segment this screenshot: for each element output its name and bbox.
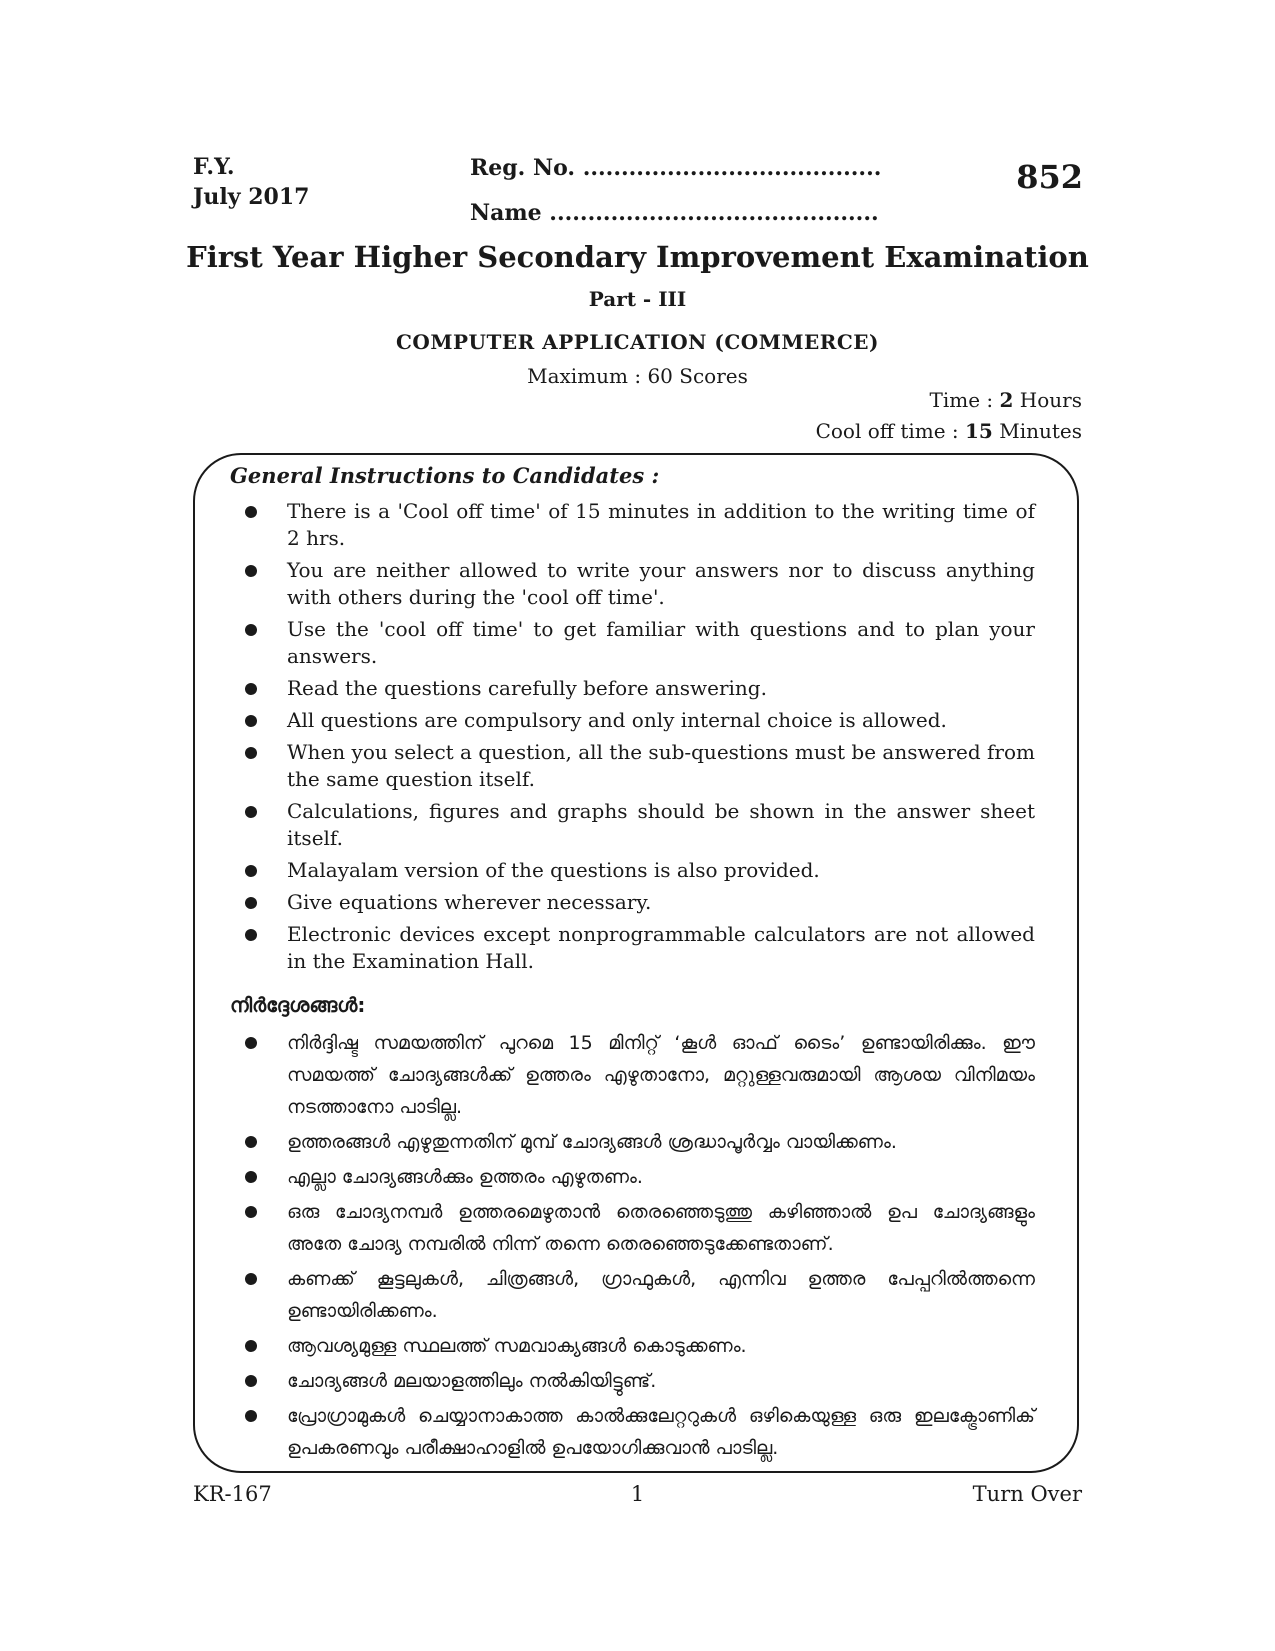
list-item: [245, 739, 1035, 793]
page-number: 1: [630, 1482, 645, 1506]
list-item: [245, 889, 1035, 916]
list-item: [245, 616, 1035, 670]
malayalam-text: എല്ലാ ചോദ്യങ്ങൾക്കും ഉത്തരം എഴുതണം.: [287, 1166, 643, 1188]
bullet-icon: [245, 865, 257, 877]
bullet-icon: [245, 565, 257, 577]
time-label: Time :: [929, 388, 1000, 412]
list-item: [245, 1400, 1035, 1464]
paper-code: 852: [1016, 158, 1083, 196]
instruction-text: There is a 'Cool off time' of 15 minutes in addition to the writing time of 2 hrs.: [287, 499, 1035, 550]
malayalam-text: ചോദ്യങ്ങൾ മലയാളത്തിലും നൽകിയിട്ടുണ്ട്.: [287, 1370, 657, 1392]
exam-part: Part - III: [588, 287, 687, 311]
bullet-icon: [245, 1375, 257, 1387]
list-item: [245, 1126, 1035, 1158]
bullet-icon: [245, 929, 257, 941]
list-item: [245, 857, 1035, 884]
exam-title: First Year Higher Secondary Improvement Examination: [186, 240, 1089, 274]
list-item: [245, 1196, 1035, 1260]
bullet-icon: [245, 1136, 257, 1148]
malayalam-text: കണക്ക് കൂട്ടലുകൾ, ചിത്രങ്ങൾ, ഗ്രാഫുകൾ, എന്നിവ ഉത്തര പേപ്പറിൽത്തന്നെ ഉണ്ടായിരിക്കണം.: [287, 1268, 1035, 1322]
bullet-icon: [245, 506, 257, 518]
malayalam-list: [245, 1027, 1035, 1467]
cool-label: Cool off time :: [815, 419, 966, 443]
session-label: July 2017: [193, 184, 310, 210]
time-unit: Hours: [1013, 388, 1082, 412]
bullet-icon: [245, 897, 257, 909]
instruction-text: When you select a question, all the sub-questions must be answered from the same question itself.: [287, 740, 1035, 791]
list-item: [245, 675, 1035, 702]
name-field: Name ...........................................: [470, 200, 879, 226]
maximum-score: Maximum : 60 Scores: [527, 364, 748, 388]
exam-level: [193, 152, 309, 212]
bullet-icon: [245, 806, 257, 818]
list-item: [245, 1161, 1035, 1193]
list-item: [245, 921, 1035, 975]
cool-value: 15: [965, 419, 993, 443]
bullet-icon: [245, 1206, 257, 1218]
subject-title: COMPUTER APPLICATION (COMMERCE): [396, 330, 879, 354]
malayalam-text: ആവശ്യമുള്ള സ്ഥലത്ത് സമവാക്യങ്ങൾ കൊടുക്കണം.: [287, 1335, 747, 1357]
list-item: [245, 1263, 1035, 1327]
malayalam-heading: നിർദ്ദേശങ്ങൾ:: [230, 993, 366, 1017]
bullet-icon: [245, 1340, 257, 1352]
instruction-text: Malayalam version of the questions is also provided.: [287, 858, 820, 882]
list-item: [245, 1330, 1035, 1362]
instruction-text: Read the questions carefully before answering.: [287, 676, 767, 700]
list-item: [245, 798, 1035, 852]
bullet-icon: [245, 747, 257, 759]
bullet-icon: [245, 1037, 257, 1049]
reg-no-field: Reg. No. .......................................: [470, 155, 882, 181]
bullet-icon: [245, 1171, 257, 1183]
list-item: [245, 498, 1035, 552]
bullet-icon: [245, 624, 257, 636]
instruction-text: All questions are compulsory and only internal choice is allowed.: [287, 708, 947, 732]
bullet-icon: [245, 1410, 257, 1422]
time-line: [930, 388, 1082, 412]
list-item: [245, 707, 1035, 734]
fy-label: F.Y.: [193, 154, 235, 180]
time-value: 2: [999, 388, 1014, 412]
instruction-text: You are neither allowed to write your answers nor to discuss anything with others during the 'cool off time'.: [287, 558, 1035, 609]
bullet-icon: [245, 1273, 257, 1285]
turn-over-label: Turn Over: [972, 1482, 1082, 1506]
instruction-text: Electronic devices except nonprogrammable calculators are not allowed in the Examination Hall.: [287, 922, 1035, 973]
list-item: [245, 1365, 1035, 1397]
list-item: [245, 1027, 1035, 1123]
malayalam-text: ഉത്തരങ്ങൾ എഴുതുന്നതിന് മുമ്പ് ചോദ്യങ്ങൾ ശ്രദ്ധാപൂർവ്വം വായിക്കണം.: [287, 1131, 897, 1153]
malayalam-text: ഒരു ചോദ്യനമ്പർ ഉത്തരമെഴുതാൻ തെരഞ്ഞെടുത്തു കഴിഞ്ഞാൽ ഉപ ചോദ്യങ്ങളും അതേ ചോദ്യ നമ്പരിൽ നിന്ന് തന്നെ തെരഞ്ഞെടുക്കേണ്ടതാണ്.: [287, 1201, 1035, 1255]
instruction-text: Give equations wherever necessary.: [287, 890, 652, 914]
cool-off-line: [816, 419, 1082, 443]
instruction-text: Calculations, figures and graphs should be shown in the answer sheet itself.: [287, 799, 1035, 850]
list-item: [245, 557, 1035, 611]
cool-unit: Minutes: [992, 419, 1082, 443]
instructions-heading: General Instructions to Candidates :: [230, 463, 660, 488]
bullet-icon: [245, 683, 257, 695]
malayalam-text: നിർദ്ദിഷ്ട സമയത്തിന് പുറമെ 15 മിനിറ്റ് ‘കൂൾ ഓഫ് ടൈം’ ഉണ്ടായിരിക്കും. ഈ സമയത്ത് ചോദ്യങ്ങൾക്ക് ഉത്തരം എഴുതാനോ, മറ്റുള്ളവരുമായി ആശയ വിനിമയം നടത്താനോ പാടില്ല.: [287, 1032, 1035, 1118]
instruction-text: Use the 'cool off time' to get familiar with questions and to plan your answers.: [287, 617, 1035, 668]
malayalam-text: പ്രോഗ്രാമുകൾ ചെയ്യാനാകാത്ത കാൽക്കുലേറ്ററുകൾ ഒഴികെയുള്ള ഒരു ഇലക്ട്രോണിക് ഉപകരണവും പരീക്ഷാഹാളിൽ ഉപയോഗിക്കുവാൻ പാടില്ല.: [287, 1405, 1035, 1459]
instructions-list: [245, 498, 1035, 980]
bullet-icon: [245, 715, 257, 727]
footer-code: KR-167: [193, 1482, 272, 1506]
